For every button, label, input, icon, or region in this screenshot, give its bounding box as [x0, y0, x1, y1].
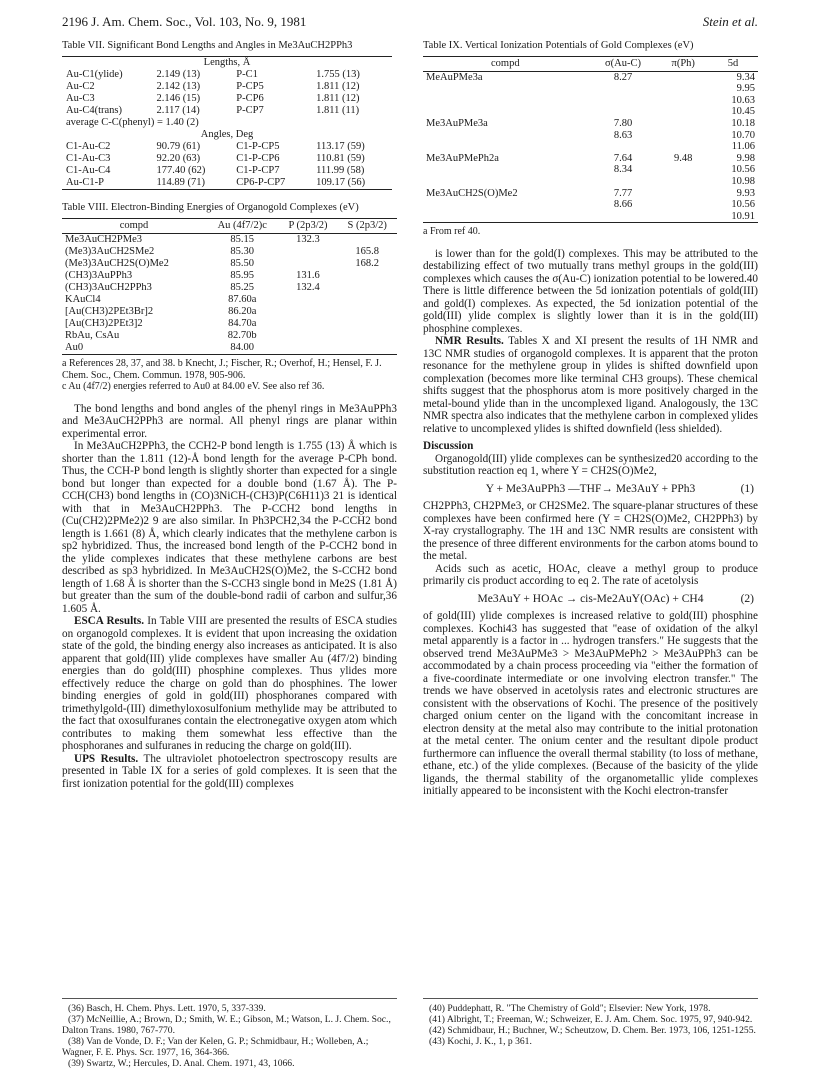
table9-cell: 7.77 — [613, 187, 633, 199]
table9-cell — [588, 106, 659, 118]
table9-row — [423, 71, 758, 83]
table7-section-row — [62, 57, 392, 70]
table9-cell — [423, 141, 588, 153]
table8-cell — [337, 282, 397, 294]
table8-caption: Table VIII. Electron-Binding Energies of Organogold Complexes (eV) — [62, 202, 359, 213]
table7-row — [62, 177, 392, 190]
equation-2 — [423, 593, 758, 606]
discussion-heading: Discussion — [423, 440, 474, 453]
paragraph-esca — [62, 615, 397, 753]
table8-footnote-a: a References 28, 37, and 38. b Knecht, J.; Fischer, R.; Overhof, H.; Hensel, F. J. Chem. Soc., Chem. Commun. 1978, 905-906. — [62, 358, 382, 381]
table8-cell: (CH3)3AuCH2PPh3 — [65, 282, 152, 293]
table8-cell — [337, 234, 397, 247]
table7-cell: 111.99 (58) — [316, 165, 365, 176]
table7 — [62, 56, 392, 190]
table8-cell: 132.4 — [296, 282, 320, 293]
table8-row — [62, 270, 397, 282]
table7-row — [62, 153, 392, 165]
table7-row — [62, 93, 392, 105]
table9-cell: 10.91 — [731, 210, 755, 222]
table7-row — [62, 117, 392, 129]
table9-row — [423, 83, 758, 95]
paragraph-synthesis: Organogold(III) ylide complexes can be synthesized20 according to the substitution reaction eq 1, where Y = CH2S(O)Me2, — [423, 452, 758, 478]
table8-row — [62, 306, 397, 318]
esca-text: In Table VIII are presented the results of ESCA studies on organogold complexes. It is evident that upon increasing the oxidation state of the gold, the binding energy also increases as anticipated. It is also apparent that gold(III) ylide complexes have smaller Au (4f7/2) binding energies than do gold(III) phosphine complexes. Thus ylides more effectively reduce the charge on gold than do phosphines. The lower binding energies of gold in gold(III) phosphoranes compared with trimethylgold-(III) dimethyloxosulfonium methylide may be attributed to the fact that oxosulfuranes contain the electronegative oxygen atom which contributes to making them somewhat less effective than the phosphoranes and sulfuranes in reducing the charge on gold(III). — [62, 615, 397, 752]
table7-cell: C1-P-CP6 — [236, 153, 280, 164]
table9-cell — [423, 106, 588, 118]
table8-row — [62, 342, 397, 355]
table9-cell: 9.48 — [674, 152, 693, 164]
table8-cell: RbAu, CsAu — [65, 330, 120, 341]
table8-cell — [337, 318, 397, 330]
ups-heading: UPS Results. — [74, 752, 139, 765]
table8-cell: 87.60a — [228, 294, 257, 305]
table9-cell — [658, 164, 708, 176]
table8-row — [62, 318, 397, 330]
table8-cell — [337, 330, 397, 342]
table9-footnote: a From ref 40. — [423, 226, 481, 238]
table9-row — [423, 95, 758, 107]
table9-cell: 9.98 — [736, 152, 755, 164]
table7-cell: 2.146 (15) — [156, 93, 201, 104]
table7-cell: P-C1 — [236, 69, 258, 80]
references-left — [62, 998, 397, 1069]
table8-cell: 85.50 — [230, 258, 255, 269]
table7-cell: Au-C3 — [66, 93, 95, 104]
table9-cell — [588, 176, 659, 188]
table9-cell: 8.66 — [613, 199, 633, 211]
equation-2-text: Me3AuY + HOAc → cis-Me2AuY(OAc) + CH4 — [477, 592, 704, 605]
table7-cell: C1-P-CP7 — [236, 165, 280, 176]
paragraph-bond-length: In Me3AuCH2PPh3, the CCH2-P bond length is 1.755 (13) Å which is shorter than the 1.811 (12)-Å bond length for the average P-CPh bond. Thus, the CCH-P bond length is slightly shorter than expected for a single bond but longer than expected for a double bond (1.67 Å). The P-CCH(CH3) bond lengths in (CO)3NiCH-(CH3)P(C6H11)3 21 is identical with that in Me3AuCH2PPh3. The P-CCH2 bond lengths in (Cu(CH2)2PMe2)2 9 are also similar. In Ph3PCH2,34 the P-CCH2 bond length is 1.661 (8) Å, which clearly indicates that the methylene carbon is sp2 hybridized. Thus, the increased bond length of the P-CCH2 bond in the ylide complexes indicates that these methylene carbons are best described as sp3 hybridized. In Me3AuCH2S(O)Me2, the S-CCH2 bond length of 1.68 Å is shorter than the S-CCH3 single bond in Me2S (1.81 Å) but greater than the sum of the double-bond radii of carbon and sulfur,36 1.605 Å. — [62, 440, 397, 615]
table9-cell: 10.70 — [731, 129, 755, 141]
table9-row — [423, 130, 758, 142]
table9-cell: 9.34 — [736, 71, 755, 83]
table9-cell: 10.18 — [731, 117, 755, 129]
reference-43: (43) Kochi, J. K., 1, p 361. — [429, 1036, 532, 1047]
table9-cell: Me3AuPMe3a — [426, 117, 488, 129]
table9-cell: 10.45 — [731, 106, 755, 118]
table7-cell: 109.17 (56) — [316, 177, 366, 188]
table7-cell: Au-C1(ylide) — [66, 69, 123, 80]
table9-cell — [423, 83, 588, 95]
table9-cell: 7.80 — [613, 117, 633, 129]
paragraph-acids: Acids such as acetic, HOAc, cleave a methyl group to produce primarily cis product according to eq 2. The rate of acetolysis — [423, 562, 758, 588]
table7-row — [62, 81, 392, 93]
table9-cell — [423, 176, 588, 188]
reference-37: (37) McNeillie, A.; Brown, D.; Smith, W. E.; Gibson, M.; Watson, L. J. Chem. Soc., Dalton Trans. 1980, 767-770. — [62, 1014, 391, 1036]
table8-cell — [337, 342, 397, 355]
table8-cell — [278, 318, 337, 330]
table8-cell: 84.70a — [228, 318, 257, 329]
table7-row — [62, 69, 392, 81]
table9-cell — [423, 95, 588, 107]
table9-row — [423, 176, 758, 188]
table8-cell: 131.6 — [296, 270, 320, 281]
table9-cell: 10.56 — [731, 164, 755, 176]
table8-cell — [337, 270, 397, 282]
table9-header: compd — [423, 57, 588, 72]
table7-cell: Au-C4(trans) — [66, 105, 122, 116]
left-column — [62, 40, 397, 790]
authors: Stein et al. — [702, 14, 758, 29]
table8-cell — [278, 306, 337, 318]
table9-cell — [588, 83, 659, 95]
table8-cell: KAuCl4 — [65, 294, 101, 305]
table8-cell: 84.00 — [230, 342, 255, 353]
reference-39: (39) Swartz, W.; Hercules, D. Anal. Chem. 1971, 43, 1066. — [68, 1058, 295, 1069]
table7-cell: 92.20 (63) — [156, 153, 201, 164]
table9-cell — [658, 95, 708, 107]
table7-row — [62, 141, 392, 153]
table9-header: π(Ph) — [658, 57, 708, 72]
table9-cell: Me3AuCH2S(O)Me2 — [426, 187, 518, 199]
table9-cell — [658, 199, 708, 211]
table7-cell: 2.149 (13) — [156, 69, 201, 80]
table8-cell: 85.15 — [230, 234, 255, 245]
table9-cell — [588, 141, 659, 153]
table8-row — [62, 234, 397, 247]
table8-cell: (Me3)3AuCH2SMe2 — [65, 246, 155, 257]
table7-cell: 177.40 (62) — [156, 165, 206, 176]
table8-row — [62, 330, 397, 342]
table9-cell: 8.63 — [613, 129, 633, 141]
paragraph-phenyl: The bond lengths and bond angles of the phenyl rings in Me3AuPPh3 and Me3AuCH2PPh3 are normal. All phenyl rings are planar within experimental error. — [62, 402, 397, 440]
table9-cell: 11.06 — [731, 141, 755, 153]
table8-cell: 85.25 — [230, 282, 255, 293]
table9-cell — [658, 118, 708, 130]
table9-cell: 9.93 — [736, 187, 755, 199]
table9-cell — [658, 211, 708, 223]
table7-cell: P-CP6 — [236, 93, 264, 104]
table7-caption: Table VII. Significant Bond Lengths and Angles in Me3AuCH2PPh3 — [62, 40, 353, 51]
table8-cell: [Au(CH3)2PEt3Br]2 — [65, 306, 154, 317]
table7-cell: P-CP7 — [236, 105, 264, 116]
table9-cell — [658, 106, 708, 118]
reference-38: (38) Van de Vonde, D. F.; Van der Kelen, G. P.; Schmidbaur, H.; Wolleben, A.; Wagner, F. E. Phys. Scr. 1977, 16, 364-366. — [62, 1036, 369, 1058]
table7-cell: CP6-P-CP7 — [236, 177, 286, 188]
table7-cell: 113.17 (59) — [316, 141, 365, 152]
table8-row — [62, 282, 397, 294]
table7-cell: 1.811 (11) — [316, 105, 360, 116]
table8-cell: 86.20a — [228, 306, 257, 317]
table9-row — [423, 118, 758, 130]
table9-cell — [588, 95, 659, 107]
journal-citation: 2196 J. Am. Chem. Soc., Vol. 103, No. 9, 1981 — [62, 14, 307, 29]
table9-cell: 8.34 — [613, 164, 633, 176]
table7-cell: C1-P-CP5 — [236, 141, 280, 152]
table9-row — [423, 153, 758, 165]
table7-cell: C1-Au-C3 — [66, 153, 111, 164]
table9-row — [423, 199, 758, 211]
table8-cell — [337, 294, 397, 306]
table8-header: Au (4f7/2)c — [206, 219, 278, 234]
equation-1 — [423, 483, 758, 496]
table9-cell: 10.98 — [731, 175, 755, 187]
reference-36: (36) Basch, H. Chem. Phys. Lett. 1970, 5, 337-339. — [68, 1003, 266, 1014]
reference-42: (42) Schmidbaur, H.; Buchner, W.; Scheutzow, D. Chem. Ber. 1973, 106, 1251-1255. — [429, 1025, 756, 1036]
table8-row — [62, 246, 397, 258]
table9-row — [423, 188, 758, 200]
table9-cell — [423, 130, 588, 142]
table9-cell: 8.27 — [613, 71, 633, 83]
table8-cell — [278, 330, 337, 342]
table9 — [423, 56, 758, 223]
table9-row — [423, 211, 758, 223]
table7-cell: 1.755 (13) — [316, 69, 360, 80]
nmr-text: Tables X and XI present the results of 1H NMR and 13C NMR studies of organogold complexes. It is apparent that the proton resonance for the methylene group in ylides is shifted downfield upon complexation (becomes more like terminal CH3 groups). These chemical shifts suggest that the phosphorus atom is more positively charged in the metal-bound ylide than in the uncomplexed ligand. Analogously, the 13C NMR spectra also indicates that the methylene carbon in complexed ylides relative to uncomplexed ylides is shifted downfield (less shielded). — [423, 335, 758, 435]
table8-cell: (CH3)3AuPPh3 — [65, 270, 133, 281]
table8 — [62, 218, 397, 355]
table7-cell: 114.89 (71) — [156, 177, 206, 188]
table9-cell — [423, 211, 588, 223]
table9-row — [423, 106, 758, 118]
table8-header: S (2p3/2) — [337, 219, 397, 234]
equation-2-number: (2) — [740, 592, 754, 605]
table9-cell: 10.56 — [731, 199, 755, 211]
table8-cell: 85.30 — [230, 246, 255, 257]
table8-footnote-c: c Au (4f7/2) energies referred to Au0 at 84.00 eV. See also ref 36. — [62, 381, 325, 392]
table7-cell: 2.142 (13) — [156, 81, 201, 92]
table8-cell: 82.70b — [227, 330, 257, 341]
equation-1-text: Y + Me3AuPPh3 —THF→ Me3AuY + PPh3 — [485, 482, 696, 495]
table7-cell: C1-Au-C4 — [66, 165, 111, 176]
table9-cell — [658, 83, 708, 95]
table9-cell — [658, 71, 708, 83]
references-right — [423, 998, 758, 1047]
table8-cell: (Me3)3AuCH2S(O)Me2 — [65, 258, 169, 269]
table8-cell — [278, 342, 337, 355]
table9-row — [423, 164, 758, 176]
table7-cell: 1.811 (12) — [316, 81, 360, 92]
table7-section-row — [62, 129, 392, 141]
table9-cell: 7.64 — [613, 152, 633, 164]
table8-cell — [337, 306, 397, 318]
paragraph-structures: CH2PPh3, CH2PMe3, or CH2SMe2. The square-planar structures of these complexes have been confirmed here (Y = CH2S(O)Me2, CH2PPh3) by X-ray crystallography. The 1H and 13C NMR results are consistent with the presence of three different environments for the carbon atoms bound to the metal. — [423, 500, 758, 563]
table9-header: σ(Au-C) — [588, 57, 659, 72]
table9-cell — [658, 130, 708, 142]
nmr-heading: NMR Results. — [435, 335, 504, 348]
table7-cell: 110.81 (59) — [316, 153, 365, 164]
table8-footnotes — [62, 358, 397, 393]
paragraph-ionization: is lower than for the gold(I) complexes. This may be attributed to the destabilizing effect of two mutually trans methyl groups in the gold(III) complexes which causes the σ(Au-C) ionization potential to be lowered.40 There is little difference between the 5d ionization potentials of gold(III) and gold(I) complexes. As expected, the 5d ionization potential of the gold(III) ylide complex is slightly lower than it is in the gold(III) phosphine complexes. — [423, 247, 758, 335]
table9-cell: 10.63 — [731, 94, 755, 106]
table9-row — [423, 141, 758, 153]
table9-caption: Table IX. Vertical Ionization Potentials of Gold Complexes (eV) — [423, 40, 694, 51]
table7-cell: Au-C2 — [66, 81, 95, 92]
table8-header: P (2p3/2) — [278, 219, 337, 234]
reference-41: (41) Albright, T.; Freeman, W.; Schweizer, E. J. Am. Chem. Soc. 1975, 97, 940-942. — [429, 1014, 753, 1025]
table9-cell — [658, 188, 708, 200]
table9-cell: Me3AuPMePh2a — [426, 152, 499, 164]
table8-cell: 132.3 — [296, 234, 320, 245]
table8-row — [62, 294, 397, 306]
table8-cell: 85.95 — [230, 270, 255, 281]
table7-cell: 2.117 (14) — [156, 105, 200, 116]
table8-cell — [278, 246, 337, 258]
table7-cell: 1.811 (12) — [316, 93, 360, 104]
esca-heading: ESCA Results. — [74, 615, 145, 627]
table9-cell — [658, 141, 708, 153]
table9-cell: MeAuPMe3a — [426, 71, 483, 83]
table9-cell — [588, 211, 659, 223]
table8-cell — [278, 294, 337, 306]
table9-cell — [423, 199, 588, 211]
table8-cell: 168.2 — [355, 258, 380, 269]
table8-row — [62, 258, 397, 270]
table7-row — [62, 165, 392, 177]
table7-cell: C1-Au-C2 — [66, 141, 111, 152]
reference-40: (40) Puddephatt, R. "The Chemistry of Gold"; Elsevier: New York, 1978. — [429, 1003, 711, 1014]
table8-cell: 165.8 — [355, 246, 380, 257]
table9-cell — [658, 176, 708, 188]
table7-cell: 90.79 (61) — [156, 141, 201, 152]
right-column — [423, 40, 758, 798]
table7-row — [62, 105, 392, 117]
table8-cell: [Au(CH3)2PEt3]2 — [65, 318, 143, 329]
table7-cell: Au-C1-P — [66, 177, 104, 188]
equation-1-number: (1) — [740, 482, 754, 495]
paragraph-ups — [62, 753, 397, 791]
ups-text: The ultraviolet photoelectron spectroscopy results are presented in Table IX for a series of gold complexes. It is seen that the first ionization potential for the gold(III) complexes — [62, 752, 397, 790]
table7-section-head: Angles, Deg — [200, 129, 254, 140]
table7-average: average C-C(phenyl) = 1.40 (2) — [66, 117, 199, 128]
table9-cell: 9.95 — [736, 83, 755, 95]
table8-cell — [278, 258, 337, 270]
running-header — [62, 14, 758, 32]
paragraph-nmr — [423, 335, 758, 435]
table8-cell: Au0 — [65, 342, 84, 353]
table8-header: compd — [62, 219, 206, 234]
table9-cell — [423, 164, 588, 176]
table8-cell: Me3AuCH2PMe3 — [65, 234, 143, 245]
table9-header: 5d — [708, 57, 758, 72]
paragraph-acetolysis: of gold(III) ylide complexes is increased relative to gold(III) phosphine complexes. Kochi43 has suggested that "ease of oxidation of the alkyl metal apparently is a factor in ... hydrogen transfers." He suggests that the observed trend Me3AuPMe3 > Me3AuPMePh2 > Me3AuPPh3 can be accommodated by a chain process proceeding via "either the formation of a five-coordinate intermediate or one involving electron transfer." The trends we have observed in acetolysis rates and electronic structures are consistent with the observations of Kochi. The presence of the positively charged onium center on the ligand with the concomitant increase in electron density at the metal also may contribute to the initial protonation at the metal center. The onium center and the resultant dipole product furthermore can influence the overall thermal stability (to loss of methane, ethane, etc.) of the ylide complexes. (Because of the basicity of the ylide ligands, the thermal stability of the organometallic ylide complexes initially appeared to be inconsistent with the Kochi electron-transfer — [423, 610, 758, 798]
table7-section-head: Lengths, Å — [203, 57, 251, 68]
table7-cell: P-CP5 — [236, 81, 264, 92]
